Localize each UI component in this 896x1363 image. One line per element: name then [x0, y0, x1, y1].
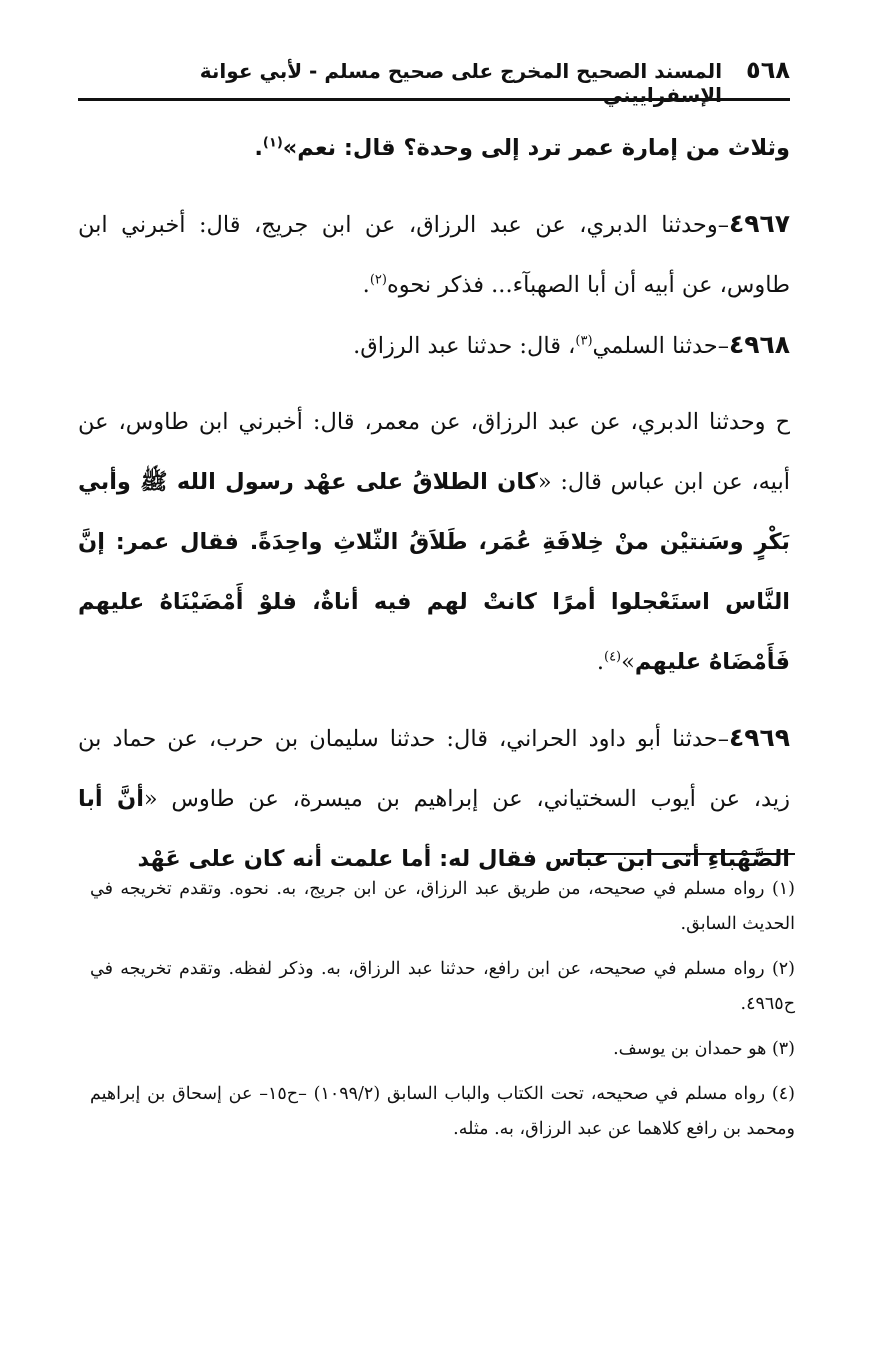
- hadith-4967: [78, 194, 790, 315]
- book-title: المسند الصحيح المخرج على صحيح مسلم - لأبي عوانة الإسفراييني: [199, 59, 723, 107]
- quote-text: كان الطلاقُ على عهْد رسول الله ﷺ وأبي بَكْرٍ وسَنتيْن منْ خِلافَةِ عُمَر، طَلاَقُ الثّلاثِ واحِدَةً. فقال عمر: إنَّ النَّاس استَعْجلوا أمرًا كانتْ لهم فيه أناةٌ، فلوْ أَمْضَيْنَاهُ عليهم فَأَمْضَاهُ عليهم: [78, 469, 790, 675]
- footnote-mark: (٢): [771, 959, 795, 979]
- hadith-text: –حدثنا السلمي: [592, 333, 729, 359]
- punctuation: .: [596, 649, 604, 675]
- footnote-2: [90, 952, 795, 1022]
- footnote-rule: [570, 853, 795, 855]
- hadith-text: ، قال: حدثنا عبد الرزاق.: [353, 333, 576, 359]
- paragraph-continuation: [78, 118, 790, 178]
- footnote-text: رواه مسلم في صحيحه، عن ابن رافع، حدثنا عبد الرزاق، به. وذكر لفظه. وتقدم تخريجه في ح٤٩٦٥.: [90, 959, 795, 1014]
- footnote-3: [90, 1032, 795, 1067]
- hadith-number: ٤٩٦٧: [728, 209, 790, 238]
- footnote-mark: (١): [771, 879, 795, 899]
- footnote-text: رواه مسلم في صحيحه، تحت الكتاب والباب السابق (١٠٩٩/٢) –ح١٥– عن إسحاق بن إبراهيم ومحمد بن رافع كلاهما عن عبد الرزاق، به. مثله.: [90, 1084, 795, 1139]
- hadith-number: ٤٩٦٩: [728, 723, 790, 752]
- hadith-4968: [78, 315, 790, 376]
- hadith-text: –وحدثنا الدبري، عن عبد الرزاق، عن ابن جريج، قال: أخبرني ابن طاوس، عن أبيه أن أبا الصهبآء... فذكر نحوه: [78, 212, 790, 298]
- running-header: [78, 56, 790, 107]
- punctuation: .: [362, 272, 370, 298]
- quote-text: وثلاث من إمارة عمر ترد إلى وحدة؟ قال: نعم»: [282, 135, 790, 161]
- header-rule: [78, 98, 790, 101]
- page-number: ٥٦٨: [746, 56, 790, 84]
- footnotes: [90, 872, 795, 1157]
- footnote-mark: (٤): [771, 1084, 795, 1104]
- footnote-ref: (٣): [575, 333, 593, 349]
- footnote-text: هو حمدان بن يوسف.: [613, 1039, 767, 1059]
- hadith-4968-alt-chain: [78, 392, 790, 692]
- footnote-ref: (٢): [369, 272, 387, 288]
- footnote-text: رواه مسلم في صحيحه، من طريق عبد الرزاق، عن ابن جريج، به. نحوه. وتقدم تخريجه في الحديث السابق.: [90, 879, 795, 934]
- footnote-1: [90, 872, 795, 942]
- hadith-text: –حدثنا أبو داود الحراني، قال: حدثنا سليمان بن حرب، عن حماد بن زيد، عن أيوب السختياني، عن إبراهيم بن ميسرة، عن طاوس «: [78, 726, 790, 812]
- hadith-number: ٤٩٦٨: [728, 330, 790, 359]
- punctuation: »: [621, 649, 635, 675]
- hadith-4969: [78, 708, 790, 889]
- main-text: [78, 118, 790, 889]
- footnote-ref: (٤): [603, 649, 622, 665]
- footnote-mark: (٣): [771, 1039, 795, 1059]
- hadith-text: ح وحدثنا الدبري، عن عبد الرزاق، عن معمر، قال: أخبرني ابن طاوس، عن أبيه، عن ابن عباس قال: «: [78, 409, 790, 495]
- footnote-ref: (١): [262, 135, 283, 151]
- punctuation: .: [254, 135, 263, 161]
- footnote-4: [90, 1077, 795, 1147]
- quote-text: أنَّ أبا الصَّهْباءِ أتى ابن عباس فقال له: أما علمت أنه كان على عَهْد: [78, 786, 790, 872]
